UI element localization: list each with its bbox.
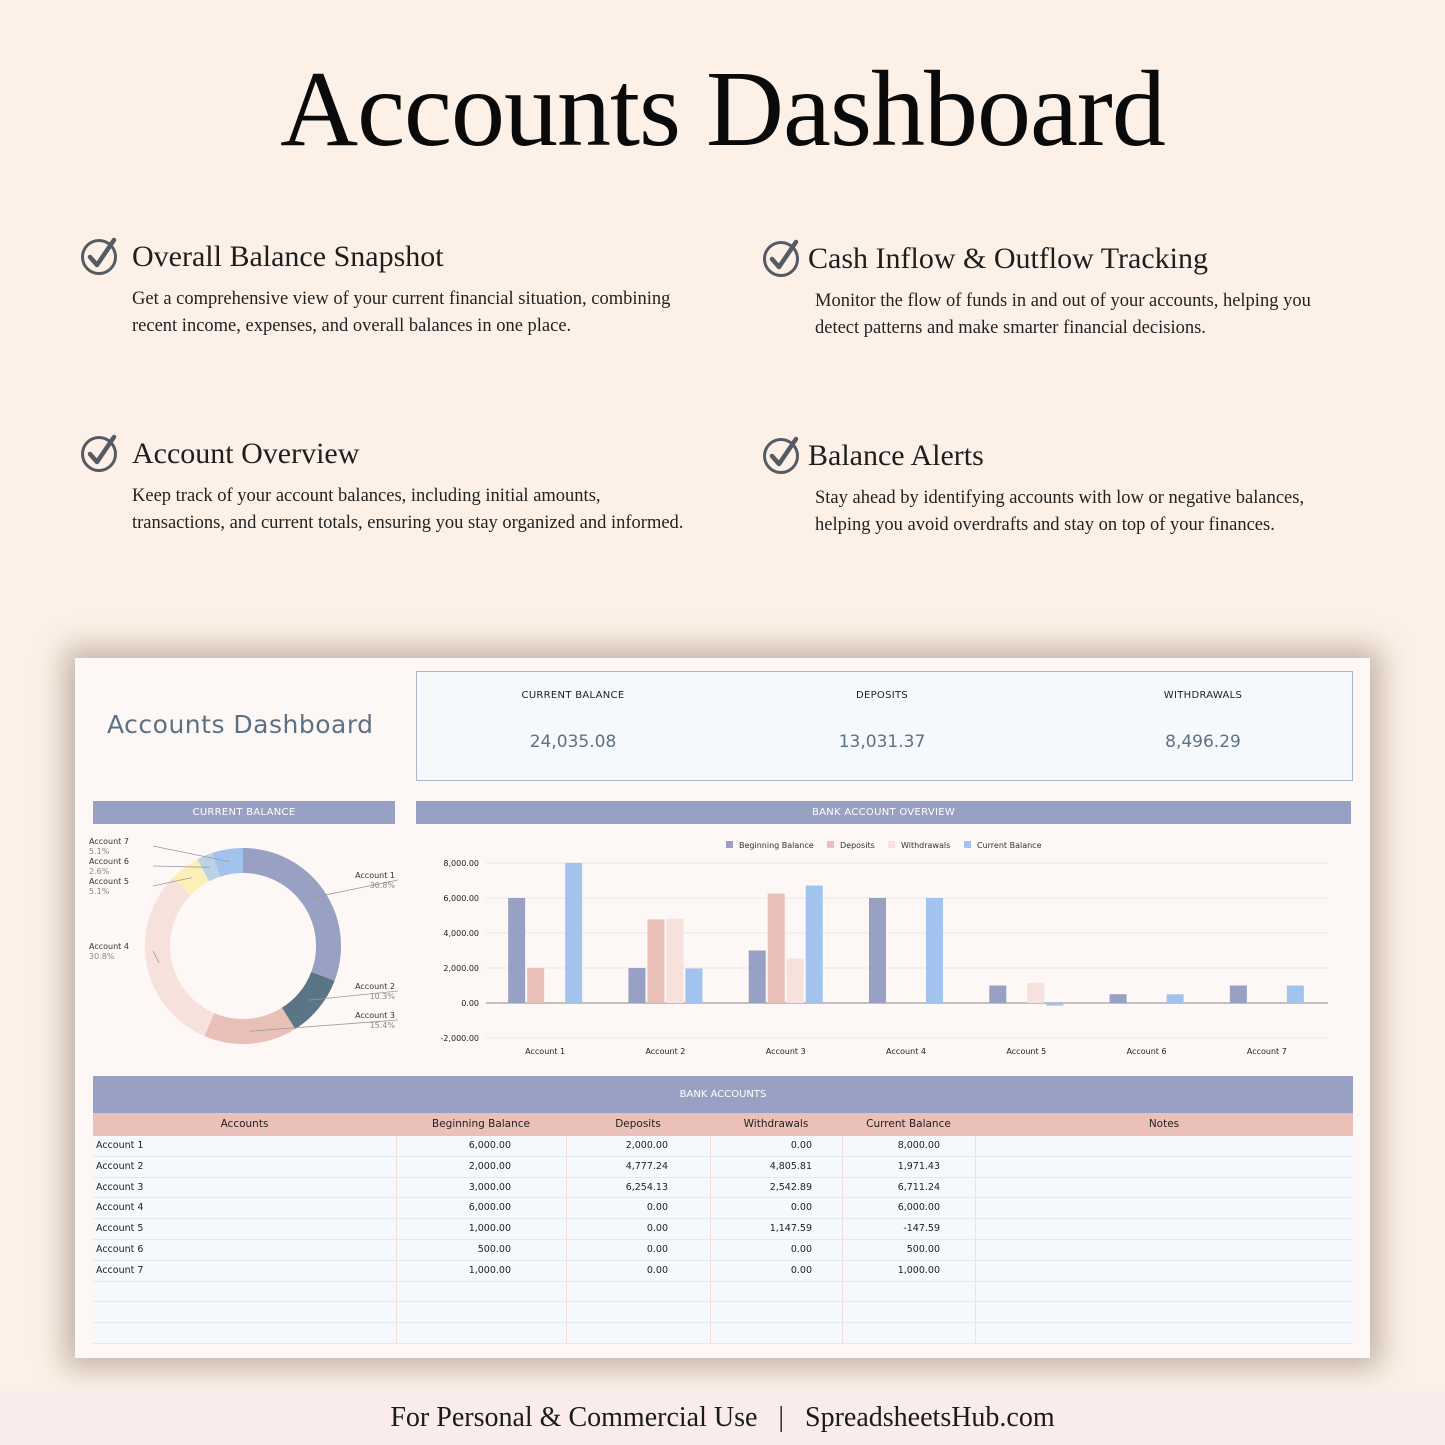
table-cell[interactable]: 6,000.00 bbox=[396, 1198, 566, 1218]
pie-slice-percent: 5.1% bbox=[89, 847, 110, 856]
check-circle-icon bbox=[80, 236, 120, 276]
table-cell[interactable]: Account 6 bbox=[93, 1240, 396, 1260]
legend-swatch bbox=[964, 841, 971, 848]
bar bbox=[1027, 983, 1044, 1003]
column-header: Accounts bbox=[220, 1118, 269, 1130]
pie-slice-label: Account 7 bbox=[89, 837, 129, 846]
column-header: Withdrawals bbox=[743, 1118, 809, 1130]
page-title: Accounts Dashboard bbox=[280, 50, 1165, 169]
table-cell[interactable]: 0.00 bbox=[710, 1136, 842, 1156]
kpi-value: 13,031.37 bbox=[838, 732, 926, 752]
table-cell[interactable] bbox=[975, 1136, 1353, 1156]
kpi-label: DEPOSITS bbox=[855, 690, 909, 701]
table-cell[interactable]: 1,000.00 bbox=[842, 1261, 975, 1281]
pie-slice bbox=[243, 848, 341, 981]
legend-swatch bbox=[888, 841, 895, 848]
table-cell[interactable] bbox=[975, 1261, 1353, 1281]
pie-slice bbox=[204, 1008, 295, 1044]
feature-title: Balance Alerts bbox=[808, 439, 984, 472]
table-cell[interactable] bbox=[975, 1178, 1353, 1198]
pie-slice-percent: 2.6% bbox=[89, 867, 110, 876]
bar bbox=[685, 969, 702, 1004]
pie-slice bbox=[145, 878, 214, 1036]
check-circle-icon bbox=[762, 435, 802, 475]
table-cell[interactable]: 500.00 bbox=[842, 1240, 975, 1260]
table-cell[interactable]: 0.00 bbox=[710, 1261, 842, 1281]
dashboard-title: Accounts Dashboard bbox=[107, 710, 374, 739]
check-circle-icon bbox=[762, 238, 802, 278]
bar bbox=[989, 986, 1006, 1004]
table-cell[interactable]: 0.00 bbox=[710, 1240, 842, 1260]
table-cell[interactable] bbox=[93, 1282, 396, 1302]
x-tick-label: Account 7 bbox=[1246, 1047, 1287, 1056]
table-cell[interactable]: Account 1 bbox=[93, 1136, 396, 1156]
pie-slice-percent: 15.4% bbox=[369, 1021, 395, 1030]
pie-chart-header: CURRENT BALANCE bbox=[93, 801, 395, 824]
table-cell[interactable]: 6,000.00 bbox=[396, 1136, 566, 1156]
y-tick-label: -2,000.00 bbox=[440, 1034, 479, 1043]
bar bbox=[1287, 986, 1304, 1004]
bar bbox=[749, 951, 766, 1004]
table-row[interactable] bbox=[93, 1136, 1353, 1157]
pie-slice-percent: 30.8% bbox=[369, 881, 395, 890]
feature-description: Monitor the flow of funds in and out of your accounts, helping you detect patterns and make smarter financial decisions. bbox=[815, 291, 1311, 338]
table-cell[interactable] bbox=[975, 1157, 1353, 1177]
table-cell[interactable]: 3,000.00 bbox=[396, 1178, 566, 1198]
table-cell[interactable] bbox=[93, 1323, 396, 1343]
table-cell[interactable] bbox=[975, 1198, 1353, 1218]
table-cell[interactable]: 1,147.59 bbox=[710, 1219, 842, 1239]
kpi-deposits bbox=[726, 672, 1038, 780]
table-cell[interactable] bbox=[975, 1240, 1353, 1260]
table-cell[interactable] bbox=[710, 1302, 842, 1322]
table-cell[interactable] bbox=[975, 1282, 1353, 1302]
table-row[interactable] bbox=[93, 1219, 1353, 1240]
y-tick-label: 2,000.00 bbox=[443, 964, 479, 973]
table-cell[interactable]: Account 7 bbox=[93, 1261, 396, 1281]
pie-slice-percent: 5.1% bbox=[89, 887, 110, 896]
table-row[interactable] bbox=[93, 1282, 1353, 1303]
column-header: Beginning Balance bbox=[431, 1118, 530, 1130]
table-cell[interactable]: Account 3 bbox=[93, 1178, 396, 1198]
legend-swatch bbox=[827, 841, 834, 848]
table-cell[interactable]: 1,000.00 bbox=[396, 1261, 566, 1281]
table-cell[interactable]: 0.00 bbox=[566, 1219, 710, 1239]
pie-slice-label: Account 4 bbox=[89, 942, 129, 951]
kpi-label: CURRENT BALANCE bbox=[521, 690, 625, 701]
bar bbox=[806, 886, 823, 1003]
table-cell[interactable]: 4,805.81 bbox=[710, 1157, 842, 1177]
pie-chart bbox=[83, 830, 413, 1060]
kpi-withdrawals bbox=[1047, 672, 1359, 780]
bar-chart-header: BANK ACCOUNT OVERVIEW bbox=[416, 801, 1351, 824]
x-tick-label: Account 3 bbox=[765, 1047, 806, 1056]
bar bbox=[666, 919, 683, 1003]
column-header: Deposits bbox=[615, 1118, 661, 1130]
table-row[interactable] bbox=[93, 1178, 1353, 1199]
table-row[interactable] bbox=[93, 1302, 1353, 1323]
y-tick-label: 0.00 bbox=[461, 999, 479, 1008]
legend-label: Withdrawals bbox=[901, 841, 951, 850]
table-cell[interactable]: 500.00 bbox=[396, 1240, 566, 1260]
table-row[interactable] bbox=[93, 1240, 1353, 1261]
bar bbox=[926, 898, 943, 1003]
table-cell[interactable]: 2,000.00 bbox=[566, 1136, 710, 1156]
bar bbox=[527, 968, 544, 1003]
table-cell[interactable]: Account 4 bbox=[93, 1198, 396, 1218]
feature-title: Account Overview bbox=[132, 437, 360, 470]
y-tick-label: 8,000.00 bbox=[443, 859, 479, 868]
y-tick-label: 4,000.00 bbox=[443, 929, 479, 938]
table-cell[interactable]: 0.00 bbox=[710, 1198, 842, 1218]
feature-description: Stay ahead by identifying accounts with low or negative balances, helping you avoid overdrafts and stay on top of your finances. bbox=[815, 488, 1305, 535]
pie-slice-label: Account 3 bbox=[355, 1011, 395, 1020]
bar bbox=[1110, 994, 1127, 1003]
kpi-value: 8,496.29 bbox=[1165, 732, 1241, 752]
table-cell[interactable]: 6,000.00 bbox=[842, 1198, 975, 1218]
table-cell[interactable]: 1,000.00 bbox=[396, 1219, 566, 1239]
table-cell[interactable]: 1,971.43 bbox=[842, 1157, 975, 1177]
table-row[interactable] bbox=[93, 1323, 1353, 1344]
table-row[interactable] bbox=[93, 1157, 1353, 1178]
bar bbox=[869, 898, 886, 1003]
feature-title: Overall Balance Snapshot bbox=[132, 240, 444, 273]
table-cell[interactable]: 6,254.13 bbox=[566, 1178, 710, 1198]
dashboard-screenshot bbox=[75, 658, 1370, 1358]
table-row[interactable] bbox=[93, 1198, 1353, 1219]
footer-website[interactable]: SpreadsheetsHub.com bbox=[805, 1402, 1055, 1433]
table-cell[interactable] bbox=[975, 1219, 1353, 1239]
table-cell[interactable] bbox=[842, 1282, 975, 1302]
table-cell[interactable]: 0.00 bbox=[566, 1261, 710, 1281]
table-cell[interactable] bbox=[842, 1302, 975, 1322]
pie-slice-label: Account 1 bbox=[355, 871, 395, 880]
pie-slice-label: Account 2 bbox=[355, 982, 395, 991]
check-circle-icon bbox=[80, 433, 120, 473]
legend-swatch bbox=[726, 841, 733, 848]
x-tick-label: Account 6 bbox=[1126, 1047, 1167, 1056]
table-cell[interactable]: 0.00 bbox=[566, 1198, 710, 1218]
kpi-value: 24,035.08 bbox=[529, 732, 617, 752]
bank-accounts-table bbox=[93, 1076, 1353, 1344]
bar bbox=[628, 968, 645, 1003]
bar bbox=[1167, 994, 1184, 1003]
table-body bbox=[93, 1136, 1353, 1344]
table-cell[interactable]: -147.59 bbox=[842, 1219, 975, 1239]
x-tick-label: Account 1 bbox=[525, 1047, 566, 1056]
bar bbox=[647, 919, 664, 1003]
kpi-panel bbox=[416, 671, 1353, 781]
bar bbox=[1046, 1003, 1063, 1006]
table-cell[interactable]: 2,542.89 bbox=[710, 1178, 842, 1198]
y-tick-label: 6,000.00 bbox=[443, 894, 479, 903]
column-header: Current Balance bbox=[866, 1118, 951, 1130]
table-cell[interactable] bbox=[975, 1323, 1353, 1343]
pie-slice-label: Account 6 bbox=[89, 857, 129, 866]
footer-usage: For Personal & Commercial Use bbox=[390, 1402, 758, 1433]
bar bbox=[565, 863, 582, 1003]
pie-slice-percent: 10.3% bbox=[369, 992, 395, 1001]
table-cell[interactable] bbox=[396, 1282, 566, 1302]
table-title: BANK ACCOUNTS bbox=[93, 1076, 1353, 1113]
table-cell[interactable]: Account 2 bbox=[93, 1157, 396, 1177]
legend-label: Beginning Balance bbox=[739, 841, 814, 850]
table-cell[interactable] bbox=[842, 1323, 975, 1343]
legend-label: Current Balance bbox=[977, 841, 1042, 850]
table-cell[interactable]: 2,000.00 bbox=[396, 1157, 566, 1177]
table-cell[interactable] bbox=[396, 1302, 566, 1322]
feature-description: Keep track of your account balances, including initial amounts, transactions, and current totals, ensuring you stay organized and informed. bbox=[132, 486, 684, 533]
table-cell[interactable] bbox=[710, 1282, 842, 1302]
bar-chart bbox=[416, 830, 1353, 1062]
table-cell[interactable]: 0.00 bbox=[566, 1240, 710, 1260]
table-cell[interactable] bbox=[566, 1302, 710, 1322]
table-cell[interactable] bbox=[975, 1302, 1353, 1322]
table-cell[interactable] bbox=[396, 1323, 566, 1343]
x-tick-label: Account 2 bbox=[645, 1047, 686, 1056]
pie-slice-label: Account 5 bbox=[89, 877, 129, 886]
table-cell[interactable]: 8,000.00 bbox=[842, 1136, 975, 1156]
x-tick-label: Account 5 bbox=[1006, 1047, 1047, 1056]
footer-separator: | bbox=[778, 1402, 785, 1433]
pie-slice-percent: 30.8% bbox=[89, 952, 115, 961]
table-cell[interactable] bbox=[710, 1323, 842, 1343]
table-cell[interactable]: 6,711.24 bbox=[842, 1178, 975, 1198]
legend-label: Deposits bbox=[840, 841, 875, 850]
kpi-current-balance bbox=[417, 672, 729, 780]
kpi-label: WITHDRAWALS bbox=[1163, 690, 1243, 701]
table-header bbox=[93, 1113, 1353, 1136]
bar bbox=[787, 958, 804, 1003]
x-tick-label: Account 4 bbox=[886, 1047, 926, 1056]
table-cell[interactable]: Account 5 bbox=[93, 1219, 396, 1239]
table-cell[interactable]: 4,777.24 bbox=[566, 1157, 710, 1177]
bar bbox=[1230, 986, 1247, 1004]
feature-title: Cash Inflow & Outflow Tracking bbox=[808, 242, 1208, 275]
column-header: Notes bbox=[1148, 1118, 1180, 1130]
table-cell[interactable] bbox=[566, 1282, 710, 1302]
table-cell[interactable] bbox=[93, 1302, 396, 1322]
bar bbox=[768, 894, 785, 1003]
feature-description: Get a comprehensive view of your current financial situation, combining recent income, expenses, and overall balances in one place. bbox=[132, 289, 671, 336]
table-row[interactable] bbox=[93, 1261, 1353, 1282]
table-cell[interactable] bbox=[566, 1323, 710, 1343]
footer bbox=[0, 1391, 1445, 1445]
bar bbox=[508, 898, 525, 1003]
